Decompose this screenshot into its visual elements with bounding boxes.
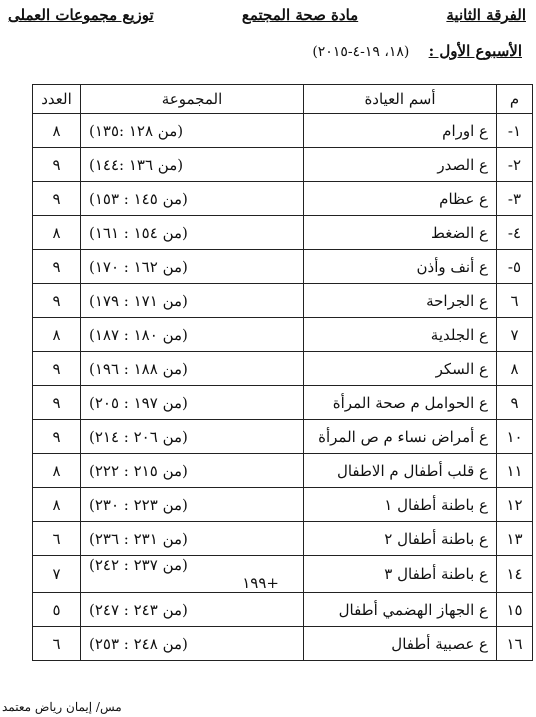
row-number: ٧ — [497, 318, 533, 352]
group-range-cell — [81, 250, 304, 284]
clinic-name: ع باطنة أطفال ٢ — [304, 522, 497, 556]
clinic-name: ع اورام — [304, 114, 497, 148]
row-number: ٤- — [497, 216, 533, 250]
clinic-name: ع أنف وأذن — [304, 250, 497, 284]
row-number: ١٠ — [497, 420, 533, 454]
clinic-name: ع باطنة أطفال ٣ — [304, 556, 497, 593]
group-range-cell — [81, 454, 304, 488]
student-count: ٨ — [33, 488, 81, 522]
row-number: ١٥ — [497, 593, 533, 627]
student-count: ٨ — [33, 114, 81, 148]
table-row — [33, 182, 533, 216]
table-row — [33, 352, 533, 386]
table-row — [33, 556, 533, 593]
table-row — [33, 250, 533, 284]
group-range: (من ٢٤٨ : ٢٥٣) — [89, 634, 188, 653]
group-range-cell — [81, 182, 304, 216]
table-row — [33, 454, 533, 488]
table-row — [33, 318, 533, 352]
table-row — [33, 114, 533, 148]
row-number: ٢- — [497, 148, 533, 182]
group-range: (من ١٩٧ : ٢٠٥) — [89, 393, 188, 412]
group-range: (من ١٥٤ : ١٦١) — [89, 223, 188, 242]
week-line — [312, 42, 522, 60]
student-count: ٦ — [33, 627, 81, 661]
group-range: (من ١٧١ : ١٧٩) — [89, 291, 188, 310]
group-range-cell — [81, 593, 304, 627]
group-range-cell — [81, 352, 304, 386]
group-range: (من ١٤٥ : ١٥٣) — [89, 189, 188, 208]
year-label: الفرقة الثانية — [446, 6, 526, 24]
student-count: ٩ — [33, 250, 81, 284]
row-number: ١١ — [497, 454, 533, 488]
clinic-name: ع الضغط — [304, 216, 497, 250]
student-count: ٧ — [33, 556, 81, 593]
clinic-name: ع عصبية أطفال — [304, 627, 497, 661]
signature: مس/ إيمان رياض معتمد — [2, 700, 122, 714]
group-extra: +١٩٩ — [242, 574, 279, 592]
group-range: (من ٢٣١ : ٢٣٦) — [89, 529, 188, 548]
page-header — [8, 6, 526, 32]
group-range: (من ١٨٠ : ١٨٧) — [89, 325, 188, 344]
row-number: ١٦ — [497, 627, 533, 661]
week-dates: (١٨، ١٩-٤-٢٠١٥) — [312, 44, 410, 60]
student-count: ٩ — [33, 420, 81, 454]
table-row — [33, 488, 533, 522]
group-range-cell — [81, 216, 304, 250]
clinic-name: ع باطنة أطفال ١ — [304, 488, 497, 522]
group-range-cell — [81, 386, 304, 420]
row-number: ٥- — [497, 250, 533, 284]
row-number: ٦ — [497, 284, 533, 318]
group-range: (من ٢٢٣ : ٢٣٠) — [89, 495, 188, 514]
student-count: ٩ — [33, 386, 81, 420]
group-range: (من ٢١٥ : ٢٢٢) — [89, 461, 188, 480]
group-range-cell — [81, 420, 304, 454]
group-range: (من ٢٠٦ : ٢١٤) — [89, 427, 188, 446]
row-number: ١٤ — [497, 556, 533, 593]
clinic-name: ع الجهاز الهضمي أطفال — [304, 593, 497, 627]
clinic-name: ع السكر — [304, 352, 497, 386]
row-number: ٣- — [497, 182, 533, 216]
distribution-title: توزيع مجموعات العملى — [8, 6, 154, 24]
student-count: ٩ — [33, 284, 81, 318]
table-body — [33, 114, 533, 661]
clinic-name: ع عظام — [304, 182, 497, 216]
row-number: ١٢ — [497, 488, 533, 522]
student-count: ٨ — [33, 216, 81, 250]
header-clinic: أسم العيادة — [304, 85, 497, 114]
student-count: ٩ — [33, 148, 81, 182]
row-number: ١- — [497, 114, 533, 148]
group-range: (من ١٢٨ :١٣٥) — [89, 121, 184, 140]
student-count: ٩ — [33, 352, 81, 386]
group-range-cell — [81, 488, 304, 522]
table-row — [33, 386, 533, 420]
table-row — [33, 627, 533, 661]
clinic-name: ع الجلدية — [304, 318, 497, 352]
row-number: ٩ — [497, 386, 533, 420]
group-range-cell — [81, 627, 304, 661]
clinic-name: ع الصدر — [304, 148, 497, 182]
student-count: ٨ — [33, 454, 81, 488]
group-range-cell — [81, 318, 304, 352]
group-range-cell — [81, 148, 304, 182]
header-group: المجموعة — [81, 85, 304, 114]
header-count: العدد — [33, 85, 81, 114]
group-range: (من ١٨٨ : ١٩٦) — [89, 359, 188, 378]
student-count: ٦ — [33, 522, 81, 556]
clinic-name: ع قلب أطفال م الاطفال — [304, 454, 497, 488]
table-row — [33, 420, 533, 454]
row-number: ١٣ — [497, 522, 533, 556]
distribution-table — [32, 84, 533, 661]
table-row — [33, 522, 533, 556]
clinic-name: ع الجراحة — [304, 284, 497, 318]
table-row — [33, 593, 533, 627]
group-range: (من ١٦٢ : ١٧٠) — [89, 257, 188, 276]
subject-title: مادة صحة المجتمع — [241, 6, 359, 24]
student-count: ٥ — [33, 593, 81, 627]
table-row — [33, 216, 533, 250]
student-count: ٩ — [33, 182, 81, 216]
student-count: ٨ — [33, 318, 81, 352]
group-range-cell — [81, 114, 304, 148]
group-range-cell — [81, 556, 304, 593]
group-range: (من ١٣٦ :١٤٤) — [89, 155, 184, 174]
table-row — [33, 284, 533, 318]
group-range: (من ٢٤٣ : ٢٤٧) — [89, 600, 188, 619]
table-row — [33, 148, 533, 182]
row-number: ٨ — [497, 352, 533, 386]
group-range-cell — [81, 522, 304, 556]
group-range-cell — [81, 284, 304, 318]
week-label: الأسبوع الأول : — [428, 42, 522, 60]
table-header-row — [33, 85, 533, 114]
clinic-name: ع الحوامل م صحة المرأة — [304, 386, 497, 420]
header-num: م — [497, 85, 533, 114]
group-range: (من ٢٣٧ : ٢٤٢) — [89, 556, 188, 574]
clinic-name: ع أمراض نساء م ص المرأة — [304, 420, 497, 454]
